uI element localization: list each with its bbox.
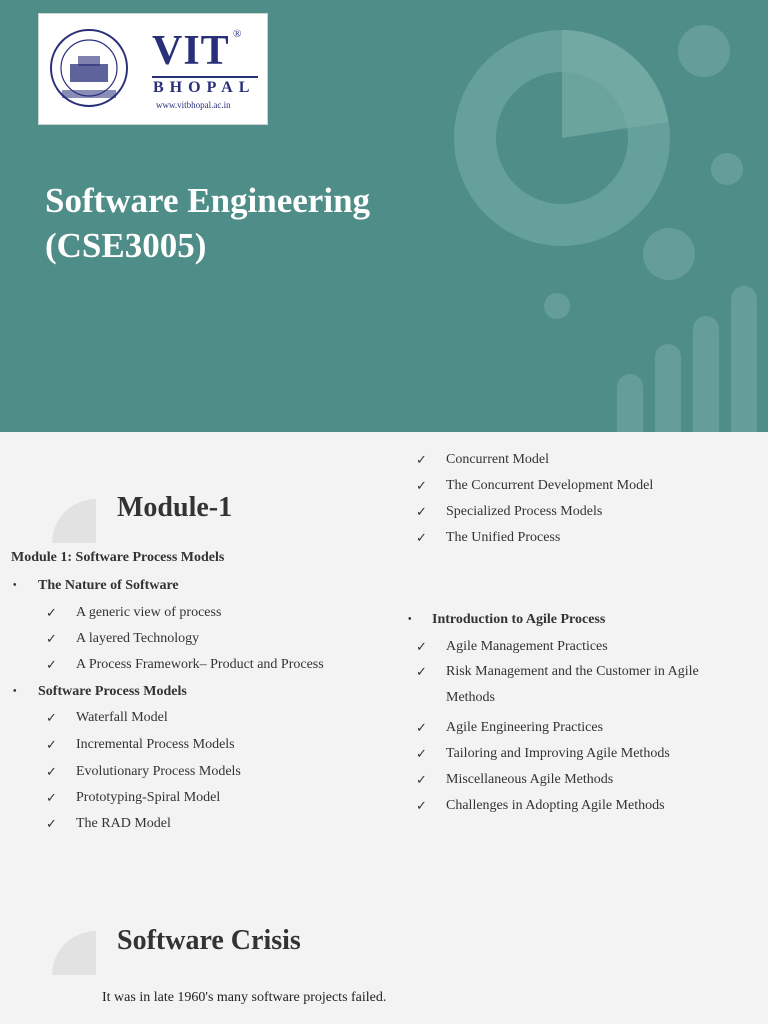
logo-vit-text: VIT xyxy=(152,28,230,74)
check-icon: ✓ xyxy=(46,816,57,831)
bullet-icon: • xyxy=(408,614,412,625)
module-title: Module-1 xyxy=(117,492,233,523)
check-icon: ✓ xyxy=(416,504,427,519)
check-icon: ✓ xyxy=(46,710,57,725)
slide-title xyxy=(45,178,370,268)
check-icon: ✓ xyxy=(46,764,57,779)
check-icon: ✓ xyxy=(46,631,57,646)
logo-url: www.vitbhopal.ac.in xyxy=(156,100,231,110)
check-icon: ✓ xyxy=(416,798,427,813)
vit-logo xyxy=(38,13,268,125)
logo-bhopal-text: BHOPAL xyxy=(153,79,256,96)
module-heading: Module 1: Software Process Models xyxy=(11,550,225,565)
crisis-text: It was in late 1960's many software projects failed. xyxy=(102,990,387,1005)
crisis-title: Software Crisis xyxy=(117,925,301,956)
check-icon: ✓ xyxy=(416,530,427,545)
check-icon: ✓ xyxy=(416,452,427,467)
bullet-icon: • xyxy=(13,580,17,591)
check-icon: ✓ xyxy=(416,664,427,679)
check-icon: ✓ xyxy=(416,639,427,654)
check-icon: ✓ xyxy=(416,746,427,761)
heading-decoration xyxy=(52,499,96,543)
heading-decoration xyxy=(52,931,96,975)
logo-divider xyxy=(152,76,258,78)
software-crisis-slide xyxy=(0,872,768,1024)
check-icon: ✓ xyxy=(46,657,57,672)
title-line-2: (CSE3005) xyxy=(45,226,207,265)
check-icon: ✓ xyxy=(416,478,427,493)
logo-registered-mark: ® xyxy=(233,28,242,40)
title-line-1: Software Engineering xyxy=(45,181,371,220)
university-seal-icon xyxy=(48,26,130,110)
check-icon: ✓ xyxy=(416,720,427,735)
check-icon: ✓ xyxy=(46,605,57,620)
bullet-icon: • xyxy=(13,686,17,697)
check-icon: ✓ xyxy=(46,737,57,752)
title-slide xyxy=(0,0,768,432)
check-icon: ✓ xyxy=(46,790,57,805)
module-slide: Module-1 Module 1: Software Process Models • The Nature of Software ✓ A generic view of process ✓ A layered Technology ✓ A Process Framework– Product and Process • Software Process Models ✓ Waterfall Model ✓ Incremental Process Models ✓ Evolutionary Process Models ✓ Prototyping-Spiral Model ✓ The RAD Model ✓ Concurrent Model ✓ The Concurrent Development Model ✓ Specialized Process Models ✓ The Unified Process • Introduction to Agile Process ✓ Agile Management Practices ✓ Risk Management and the Customer in Agile Methods ✓ Agile Engineering Practices ✓ Tailoring and Improving Agile Methods ✓ Miscellaneous Agile Methods ✓ Challenges in Adopting Agile Methods xyxy=(0,432,768,872)
check-icon: ✓ xyxy=(416,772,427,787)
